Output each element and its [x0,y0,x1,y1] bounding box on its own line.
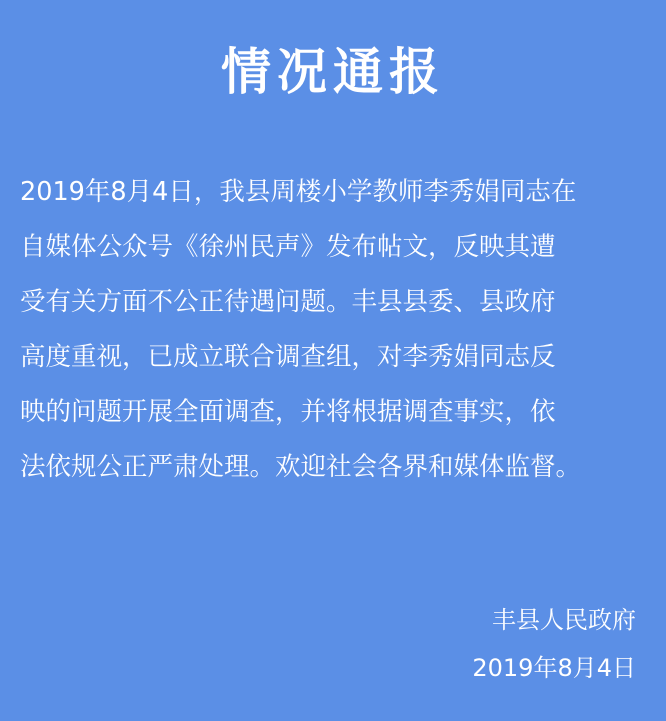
issuer-name: 丰县人民政府 [492,606,636,634]
body-line: 自媒体公众号《徐州民声》发布帖文，反映其遭 [20,232,556,262]
body-line: 法依规公正严肃处理。欢迎社会各界和媒体监督。 [20,452,582,482]
signature-block [472,596,636,692]
body-line: 高度重视，已成立联合调查组，对李秀娟同志反 [20,342,556,372]
issue-date: 2019年8月4日 [472,654,636,682]
body-line: 2019年8月4日，我县周楼小学教师李秀娟同志在 [20,177,577,207]
notice-body [20,165,650,495]
notice-title: 情况通报 [221,43,445,101]
body-line: 映的问题开展全面调查，并将根据调查事实，依 [20,397,556,427]
body-line: 受有关方面不公正待遇问题。丰县县委、县政府 [20,287,556,317]
